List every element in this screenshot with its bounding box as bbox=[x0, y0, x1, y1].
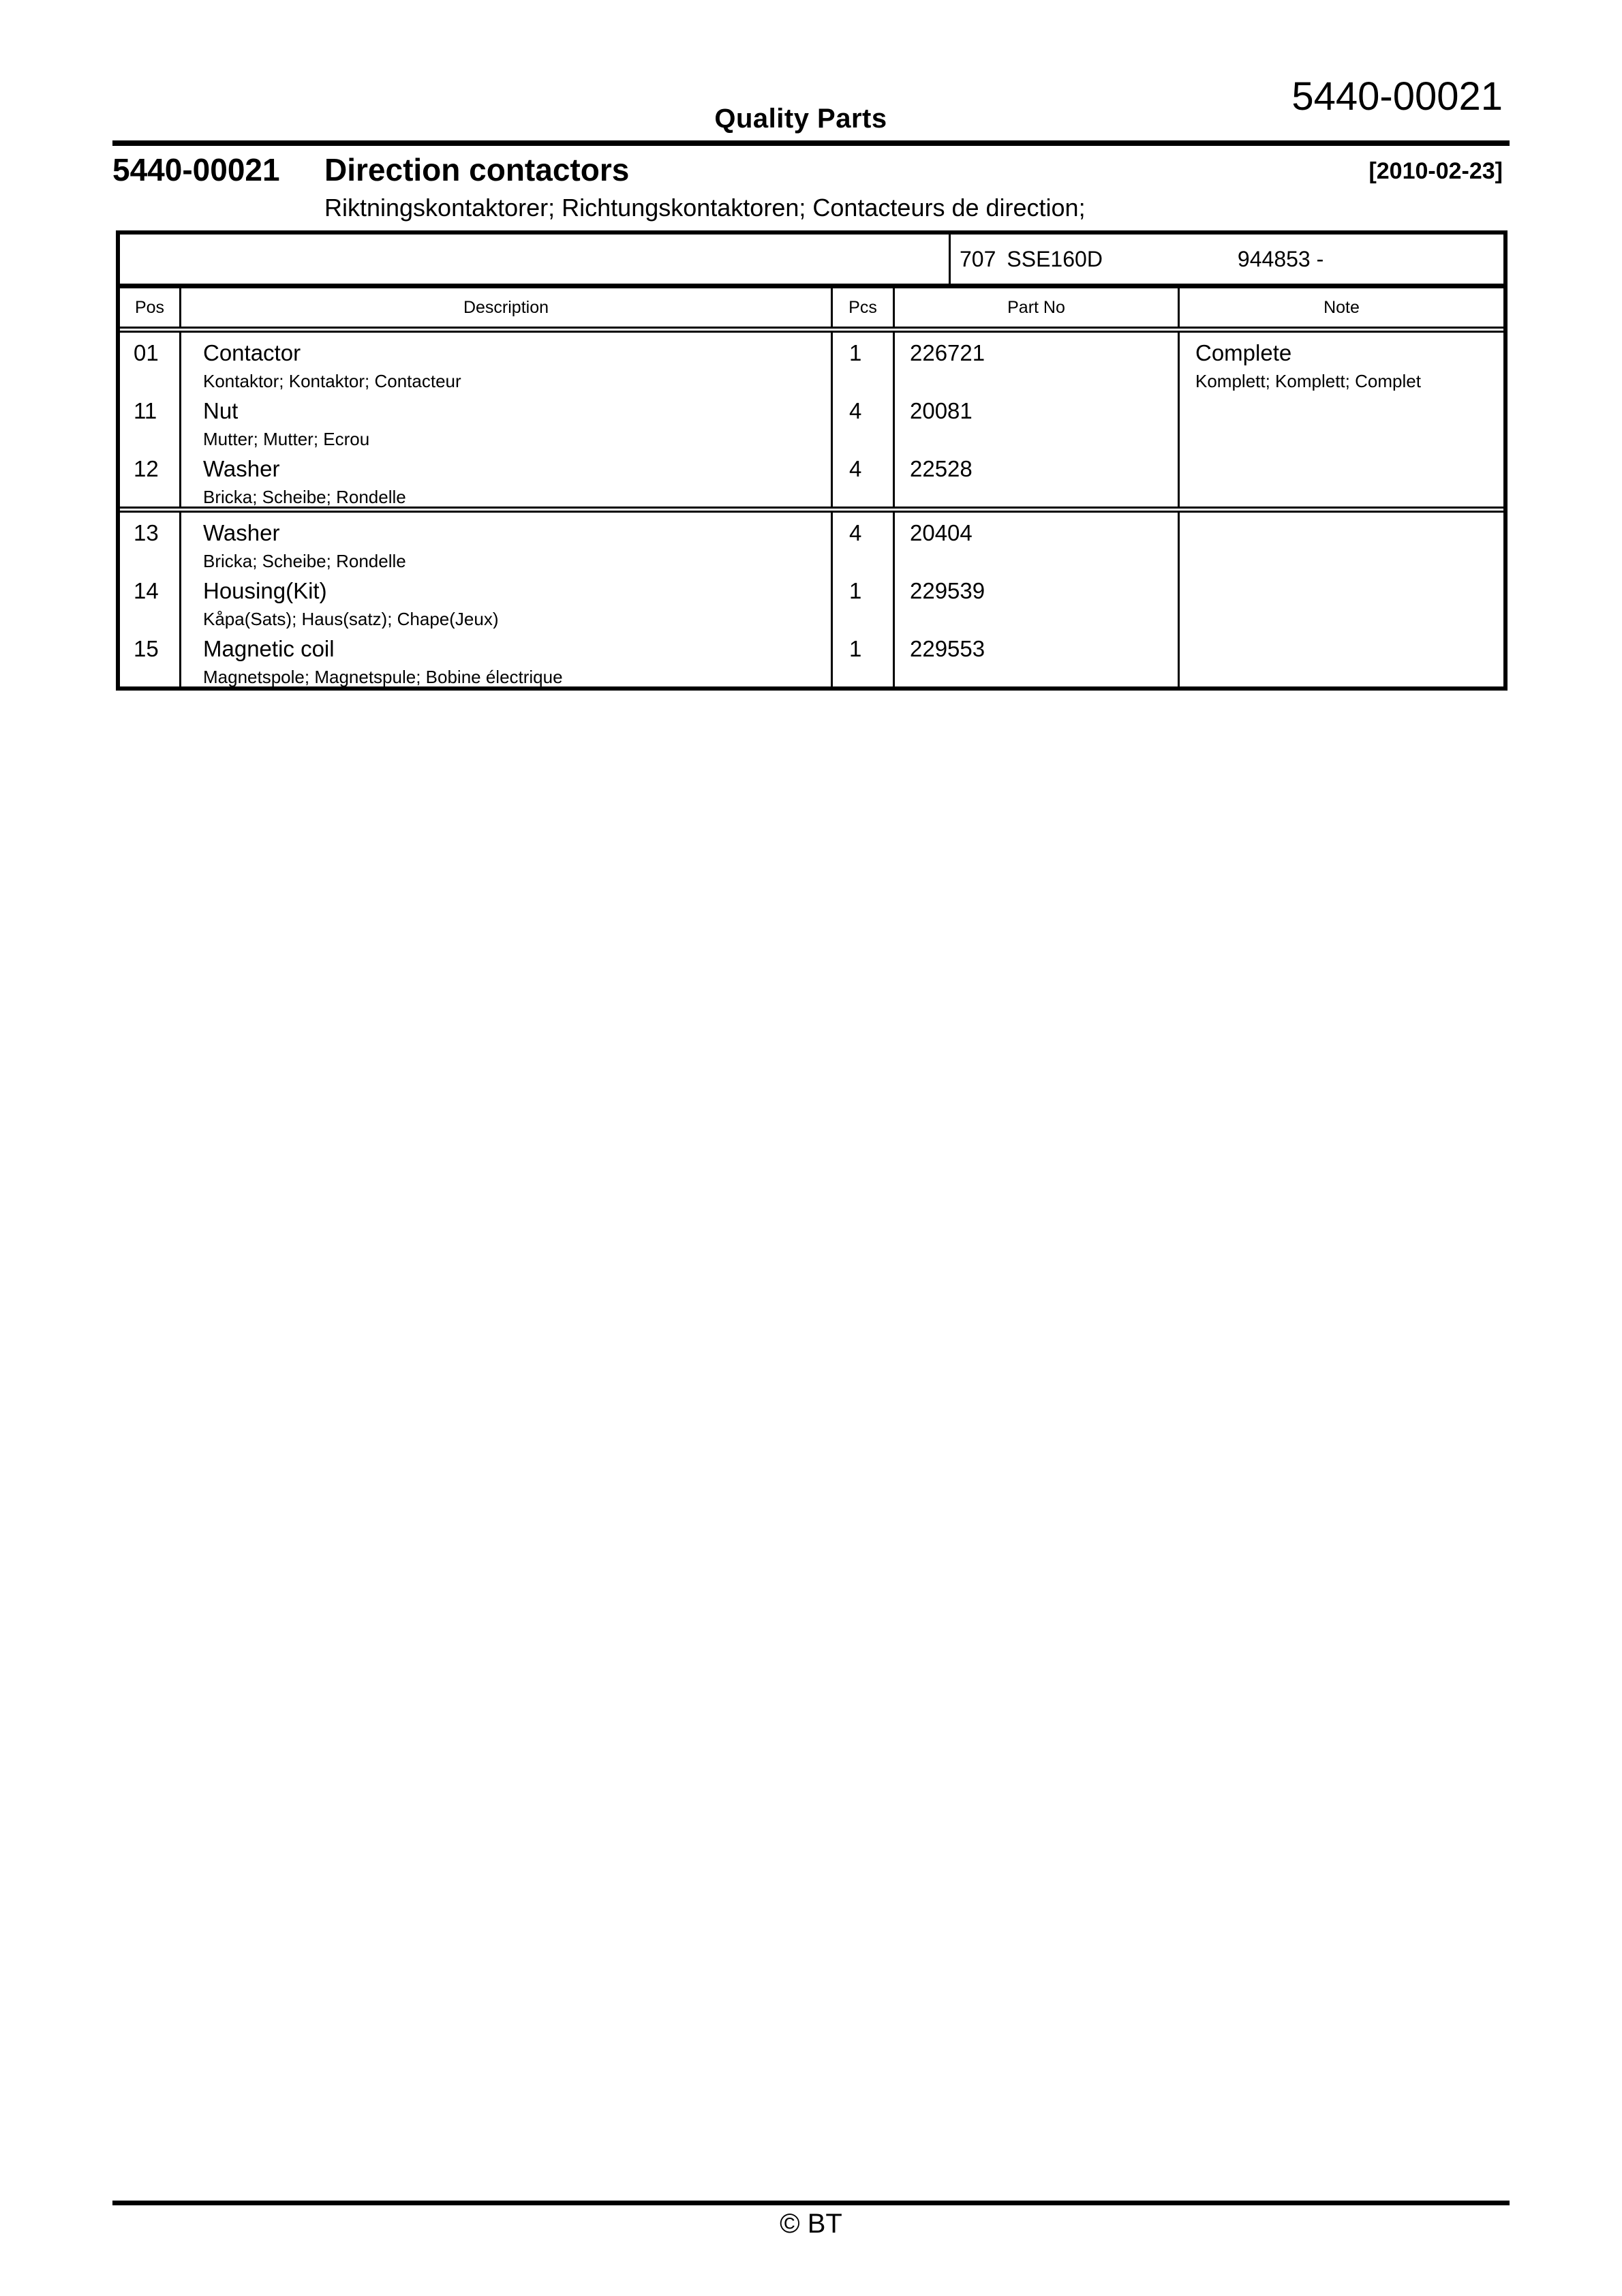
cell-pos bbox=[120, 391, 181, 449]
table-row bbox=[120, 333, 1503, 391]
column-header-description: Description bbox=[181, 288, 833, 327]
table-row bbox=[120, 513, 1503, 571]
revision-date: [2010-02-23] bbox=[1368, 158, 1503, 184]
footer-copyright: © BT bbox=[780, 2209, 842, 2239]
header-doc-number: 5440-00021 bbox=[1291, 74, 1503, 119]
description-value: Magnetic coil bbox=[203, 636, 335, 661]
note-translations: Komplett; Komplett; Complet bbox=[1195, 371, 1421, 391]
model-header-empty-cell bbox=[120, 235, 951, 284]
table-section-1 bbox=[120, 333, 1503, 507]
column-header-pos: Pos bbox=[120, 288, 181, 327]
header-rule bbox=[112, 140, 1510, 146]
description-translations: Kåpa(Sats); Haus(satz); Chape(Jeux) bbox=[203, 609, 499, 629]
cell-note bbox=[1180, 333, 1503, 391]
table-row bbox=[120, 391, 1503, 449]
cell-part-no bbox=[895, 333, 1180, 391]
cell-note bbox=[1180, 513, 1503, 571]
pcs-value: 1 bbox=[849, 578, 862, 603]
model-code: 707 bbox=[960, 246, 996, 271]
cell-part-no bbox=[895, 571, 1180, 629]
model-name: SSE160D bbox=[1007, 246, 1103, 271]
part-no-value: 226721 bbox=[910, 340, 985, 365]
cell-note bbox=[1180, 629, 1503, 686]
cell-part-no bbox=[895, 629, 1180, 686]
cell-pcs bbox=[833, 629, 895, 686]
page-title: Direction contactors bbox=[324, 152, 630, 187]
note-value: Complete bbox=[1195, 340, 1292, 365]
column-header-pcs: Pcs bbox=[833, 288, 895, 327]
part-no-value: 20081 bbox=[910, 398, 973, 423]
cell-description bbox=[181, 391, 833, 449]
column-header-note: Note bbox=[1323, 297, 1360, 317]
description-value: Housing(Kit) bbox=[203, 578, 327, 603]
header-brand: Quality Parts bbox=[714, 104, 887, 134]
model-header-cell bbox=[951, 235, 1503, 284]
description-value: Washer bbox=[203, 520, 280, 545]
pos-value: 15 bbox=[134, 636, 159, 661]
cell-part-no bbox=[895, 391, 1180, 449]
description-translations: Magnetspole; Magnetspule; Bobine électrique bbox=[203, 667, 563, 686]
cell-pcs bbox=[833, 391, 895, 449]
part-no-value: 229553 bbox=[910, 636, 985, 661]
title-doc-number: 5440-00021 bbox=[112, 152, 280, 187]
description-value: Nut bbox=[203, 398, 239, 423]
cell-pos bbox=[120, 629, 181, 686]
description-translations: Bricka; Scheibe; Rondelle bbox=[203, 551, 406, 571]
pos-value: 01 bbox=[134, 340, 159, 365]
cell-pcs bbox=[833, 513, 895, 571]
part-no-value: 22528 bbox=[910, 456, 973, 481]
cell-pcs bbox=[833, 333, 895, 391]
pcs-value: 4 bbox=[849, 398, 862, 423]
pcs-value: 4 bbox=[849, 520, 862, 545]
parts-table bbox=[116, 230, 1508, 691]
cell-pos bbox=[120, 333, 181, 391]
pos-value: 11 bbox=[134, 398, 157, 423]
cell-description bbox=[181, 333, 833, 391]
table-row bbox=[120, 571, 1503, 629]
cell-description bbox=[181, 571, 833, 629]
description-value: Contactor bbox=[203, 340, 301, 365]
description-translations: Mutter; Mutter; Ecrou bbox=[203, 429, 370, 449]
column-header-row bbox=[120, 288, 1503, 333]
description-translations: Bricka; Scheibe; Rondelle bbox=[203, 487, 406, 507]
cell-note bbox=[1180, 449, 1503, 507]
model-header-row bbox=[120, 235, 1503, 288]
cell-description bbox=[181, 449, 833, 507]
part-no-value: 229539 bbox=[910, 578, 985, 603]
cell-note bbox=[1180, 571, 1503, 629]
column-header-part-no: Part No bbox=[895, 288, 1180, 327]
description-value: Washer bbox=[203, 456, 280, 481]
table-row bbox=[120, 629, 1503, 686]
page-subtitle: Riktningskontaktorer; Richtungskontaktoren; Contacteurs de direction; bbox=[324, 194, 1086, 222]
pcs-value: 4 bbox=[849, 456, 862, 481]
cell-pos bbox=[120, 449, 181, 507]
cell-description bbox=[181, 629, 833, 686]
cell-note bbox=[1180, 391, 1503, 449]
title-row bbox=[112, 151, 1510, 185]
pos-value: 12 bbox=[134, 456, 159, 481]
pos-value: 14 bbox=[134, 578, 159, 603]
description-translations: Kontaktor; Kontaktor; Contacteur bbox=[203, 371, 461, 391]
cell-description bbox=[181, 513, 833, 571]
cell-pcs bbox=[833, 449, 895, 507]
serial-range: 944853 - bbox=[1237, 246, 1324, 271]
cell-part-no bbox=[895, 449, 1180, 507]
table-section-2 bbox=[120, 507, 1503, 686]
cell-part-no bbox=[895, 513, 1180, 571]
table-row bbox=[120, 449, 1503, 507]
cell-pcs bbox=[833, 571, 895, 629]
pcs-value: 1 bbox=[849, 636, 862, 661]
cell-pos bbox=[120, 571, 181, 629]
pcs-value: 1 bbox=[849, 340, 862, 365]
part-no-value: 20404 bbox=[910, 520, 973, 545]
pos-value: 13 bbox=[134, 520, 159, 545]
cell-pos bbox=[120, 513, 181, 571]
footer-rule bbox=[112, 2201, 1510, 2205]
